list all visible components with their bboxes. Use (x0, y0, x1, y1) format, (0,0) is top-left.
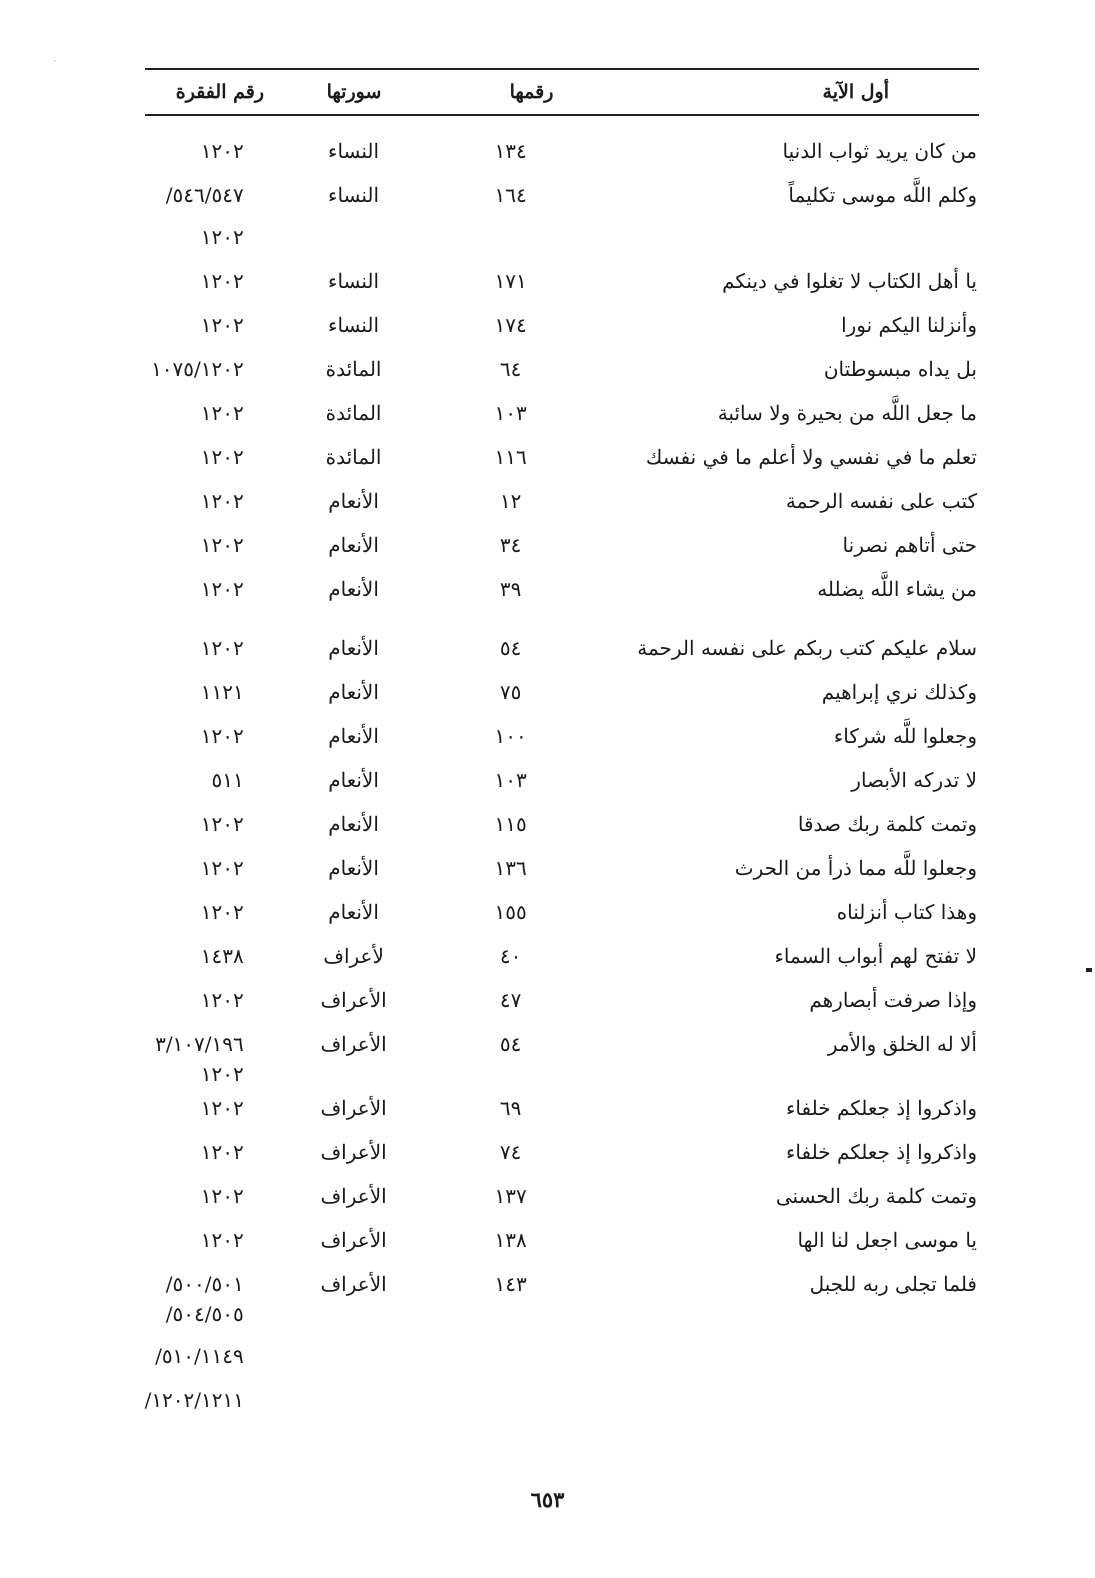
paragraph-cell: ٥١٠/١١٤٩/ (155, 1344, 244, 1368)
paragraph-cell: ١٢٠٢ (200, 577, 244, 601)
table-row (145, 721, 979, 751)
verse-cell: لا تدركه الأبصار (851, 768, 977, 792)
verse-number-cell: ١٣٨ (494, 1228, 527, 1252)
stray-mark: ˙ (52, 60, 57, 71)
table-row (145, 136, 979, 166)
verse-number-cell: ١٣٤ (494, 139, 527, 163)
verse-number-cell: ١٠٣ (494, 401, 527, 425)
paragraph-cell: ١٢٠٢ (200, 401, 244, 425)
table-row (145, 1341, 979, 1371)
paragraph-cell: ١٢٠٢/١٢١١/ (144, 1388, 244, 1412)
table-row (145, 354, 979, 384)
paragraph-cell: ١٢٠٢ (200, 988, 244, 1012)
table-row (145, 1137, 979, 1167)
verse-number-cell: ٤٠ (499, 944, 522, 968)
surah-cell: الأعراف (320, 988, 387, 1012)
verse-cell: وهذا كتاب أنزلناه (836, 900, 977, 924)
edge-mark (1086, 968, 1092, 972)
table-row (145, 266, 979, 296)
paragraph-cell: ٣/١٠٧/١٩٦ (155, 1032, 244, 1056)
table-row (145, 1299, 979, 1329)
surah-cell: الأنعام (328, 577, 379, 601)
verse-number-cell: ٣٩ (499, 577, 522, 601)
paragraph-cell: ١٢٠٢ (200, 139, 244, 163)
verse-number-cell: ٦٩ (499, 1096, 522, 1120)
surah-cell: النساء (328, 139, 380, 163)
verse-number-cell: ١٧١ (494, 269, 527, 293)
verse-number-cell: ١٠٣ (494, 768, 527, 792)
header-verse-number: رقمها (509, 81, 554, 103)
verse-number-cell: ١٥٥ (494, 900, 527, 924)
paragraph-cell: ١٢٠٢ (200, 1140, 244, 1164)
verse-cell: ما جعل اللَّه من بحيرة ولا سائبة (717, 401, 977, 425)
verse-number-cell: ٣٤ (499, 533, 522, 557)
verse-cell: وجعلوا للَّه شركاء (833, 724, 977, 748)
verse-number-cell: ١٦٤ (494, 183, 527, 207)
verse-cell: فلما تجلى ربه للجبل (809, 1272, 977, 1296)
verse-number-cell: ١٢ (499, 489, 522, 513)
paragraph-cell: ١٤٣٨ (200, 944, 244, 968)
surah-cell: الأنعام (328, 489, 379, 513)
paragraph-cell: ١٠٧٥/١٢٠٢ (151, 357, 244, 381)
surah-cell: الأنعام (328, 636, 379, 660)
table-row (145, 1181, 979, 1211)
paragraph-cell: ١٢٠٢ (200, 1096, 244, 1120)
surah-cell: النساء (328, 269, 380, 293)
surah-cell: الأعراف (320, 1272, 387, 1296)
verse-cell: واذكروا إذ جعلكم خلفاء (785, 1140, 977, 1164)
surah-cell: الأعراف (320, 1140, 387, 1164)
verse-cell: حتى أتاهم نصرنا (842, 533, 977, 557)
surah-cell: النساء (328, 313, 380, 337)
table-row (145, 985, 979, 1015)
surah-cell: الأنعام (328, 856, 379, 880)
verse-number-cell: ١٠٠ (494, 724, 527, 748)
paragraph-cell: ٥١١ (211, 768, 244, 792)
surah-cell: الأعراف (320, 1032, 387, 1056)
table-row (145, 1029, 979, 1059)
verse-cell: ألا له الخلق والأمر (827, 1032, 977, 1056)
table-row (145, 530, 979, 560)
surah-cell: المائدة (325, 401, 382, 425)
table-row (145, 853, 979, 883)
verse-cell: يا أهل الكتاب لا تغلوا في دينكم (722, 269, 977, 293)
paragraph-cell: ١٢٠٢ (200, 636, 244, 660)
surah-cell: الأنعام (328, 812, 379, 836)
paragraph-cell: ١٢٠٢ (200, 269, 244, 293)
table-row (145, 1269, 979, 1299)
verse-cell: واذكروا إذ جعلكم خلفاء (785, 1096, 977, 1120)
table-row (145, 442, 979, 472)
table-row (145, 310, 979, 340)
surah-cell: النساء (328, 183, 380, 207)
surah-cell: الأنعام (328, 724, 379, 748)
table-row (145, 1093, 979, 1123)
table-row (145, 809, 979, 839)
paragraph-cell: ١٢٠٢ (200, 856, 244, 880)
verse-cell: وكلم اللَّه موسى تكليماً (788, 183, 977, 207)
surah-cell: المائدة (325, 445, 382, 469)
surah-cell: المائدة (325, 357, 382, 381)
table-row (145, 222, 979, 252)
table-row (145, 574, 979, 604)
paragraph-cell: ١٢٠٢ (200, 533, 244, 557)
verse-number-cell: ١١٦ (494, 445, 527, 469)
table-row (145, 486, 979, 516)
verse-number-cell: ٦٤ (499, 357, 522, 381)
paragraph-cell: ١٢٠٢ (200, 1062, 244, 1086)
paragraph-cell: ١١٢١ (200, 680, 244, 704)
table-row (145, 941, 979, 971)
verse-number-cell: ٥٤ (499, 636, 522, 660)
paragraph-cell: ١٢٠٢ (200, 225, 244, 249)
table-row (145, 1385, 979, 1415)
surah-cell: الأعراف (320, 1228, 387, 1252)
paragraph-cell: ١٢٠٢ (200, 313, 244, 337)
paragraph-cell: ١٢٠٢ (200, 445, 244, 469)
table-row (145, 1225, 979, 1255)
verse-number-cell: ٤٧ (499, 988, 522, 1012)
paragraph-cell: ٥٠٠/٥٠١/ (165, 1272, 244, 1296)
table-row (145, 765, 979, 795)
table-body (145, 136, 979, 1415)
paragraph-cell: ١٢٠٢ (200, 812, 244, 836)
surah-cell: لأعراف (323, 944, 384, 968)
verse-cell: لا تفتح لهم أبواب السماء (774, 944, 977, 968)
verse-cell: بل يداه مبسوطتان (823, 357, 977, 381)
verse-cell: وكذلك نري إبراهيم (821, 680, 977, 704)
verse-number-cell: ١١٥ (494, 812, 527, 836)
page-number: ٦٥٣ (530, 1487, 565, 1512)
verse-cell: وتمت كلمة ربك الحسنى (775, 1184, 977, 1208)
surah-cell: الأنعام (328, 680, 379, 704)
table-row (145, 897, 979, 927)
verse-cell: وتمت كلمة ربك صدقا (797, 812, 977, 836)
verse-number-cell: ٧٥ (499, 680, 522, 704)
verse-number-cell: ٥٤ (499, 1032, 522, 1056)
surah-cell: الأنعام (328, 533, 379, 557)
paragraph-cell: ٥٤٦/٥٤٧/ (165, 183, 244, 207)
surah-cell: الأنعام (328, 900, 379, 924)
verse-cell: من يشاء اللَّه يضلله (817, 577, 977, 601)
table-row (145, 398, 979, 428)
surah-cell: الأنعام (328, 768, 379, 792)
verse-number-cell: ١٣٦ (494, 856, 527, 880)
table-row (145, 633, 979, 663)
paragraph-cell: ١٢٠٢ (200, 724, 244, 748)
verse-number-cell: ٧٤ (499, 1140, 522, 1164)
verse-cell: يا موسى اجعل لنا الها (797, 1228, 977, 1252)
verse-cell: وإذا صرفت أبصارهم (809, 988, 977, 1012)
verse-number-cell: ١٤٣ (494, 1272, 527, 1296)
surah-cell: الأعراف (320, 1096, 387, 1120)
verse-number-cell: ١٧٤ (494, 313, 527, 337)
verse-cell: من كان يريد ثواب الدنيا (782, 139, 977, 163)
paragraph-cell: ١٢٠٢ (200, 900, 244, 924)
paragraph-cell: ١٢٠٢ (200, 1184, 244, 1208)
verse-cell: تعلم ما في نفسي ولا أعلم ما في نفسك (645, 445, 977, 469)
table-header-row (145, 70, 979, 114)
header-rule (145, 114, 979, 116)
header-paragraph: رقم الفقرة (175, 81, 264, 103)
paragraph-cell: ٥٠٤/٥٠٥/ (165, 1302, 244, 1326)
verse-cell: وأنزلنا اليكم نورا (841, 313, 977, 337)
table-row (145, 677, 979, 707)
header-verse: أول الآية (822, 81, 889, 103)
verse-cell: كتب على نفسه الرحمة (785, 489, 977, 513)
table-row (145, 180, 979, 210)
verse-index-table (145, 68, 979, 1415)
verse-cell: وجعلوا للَّه مما ذرأ من الحرث (734, 856, 977, 880)
surah-cell: الأعراف (320, 1184, 387, 1208)
verse-cell: سلام عليكم كتب ربكم على نفسه الرحمة (637, 636, 977, 660)
header-surah: سورتها (326, 81, 382, 103)
paragraph-cell: ١٢٠٢ (200, 1228, 244, 1252)
verse-number-cell: ١٣٧ (494, 1184, 527, 1208)
table-row (145, 1059, 979, 1089)
paragraph-cell: ١٢٠٢ (200, 489, 244, 513)
